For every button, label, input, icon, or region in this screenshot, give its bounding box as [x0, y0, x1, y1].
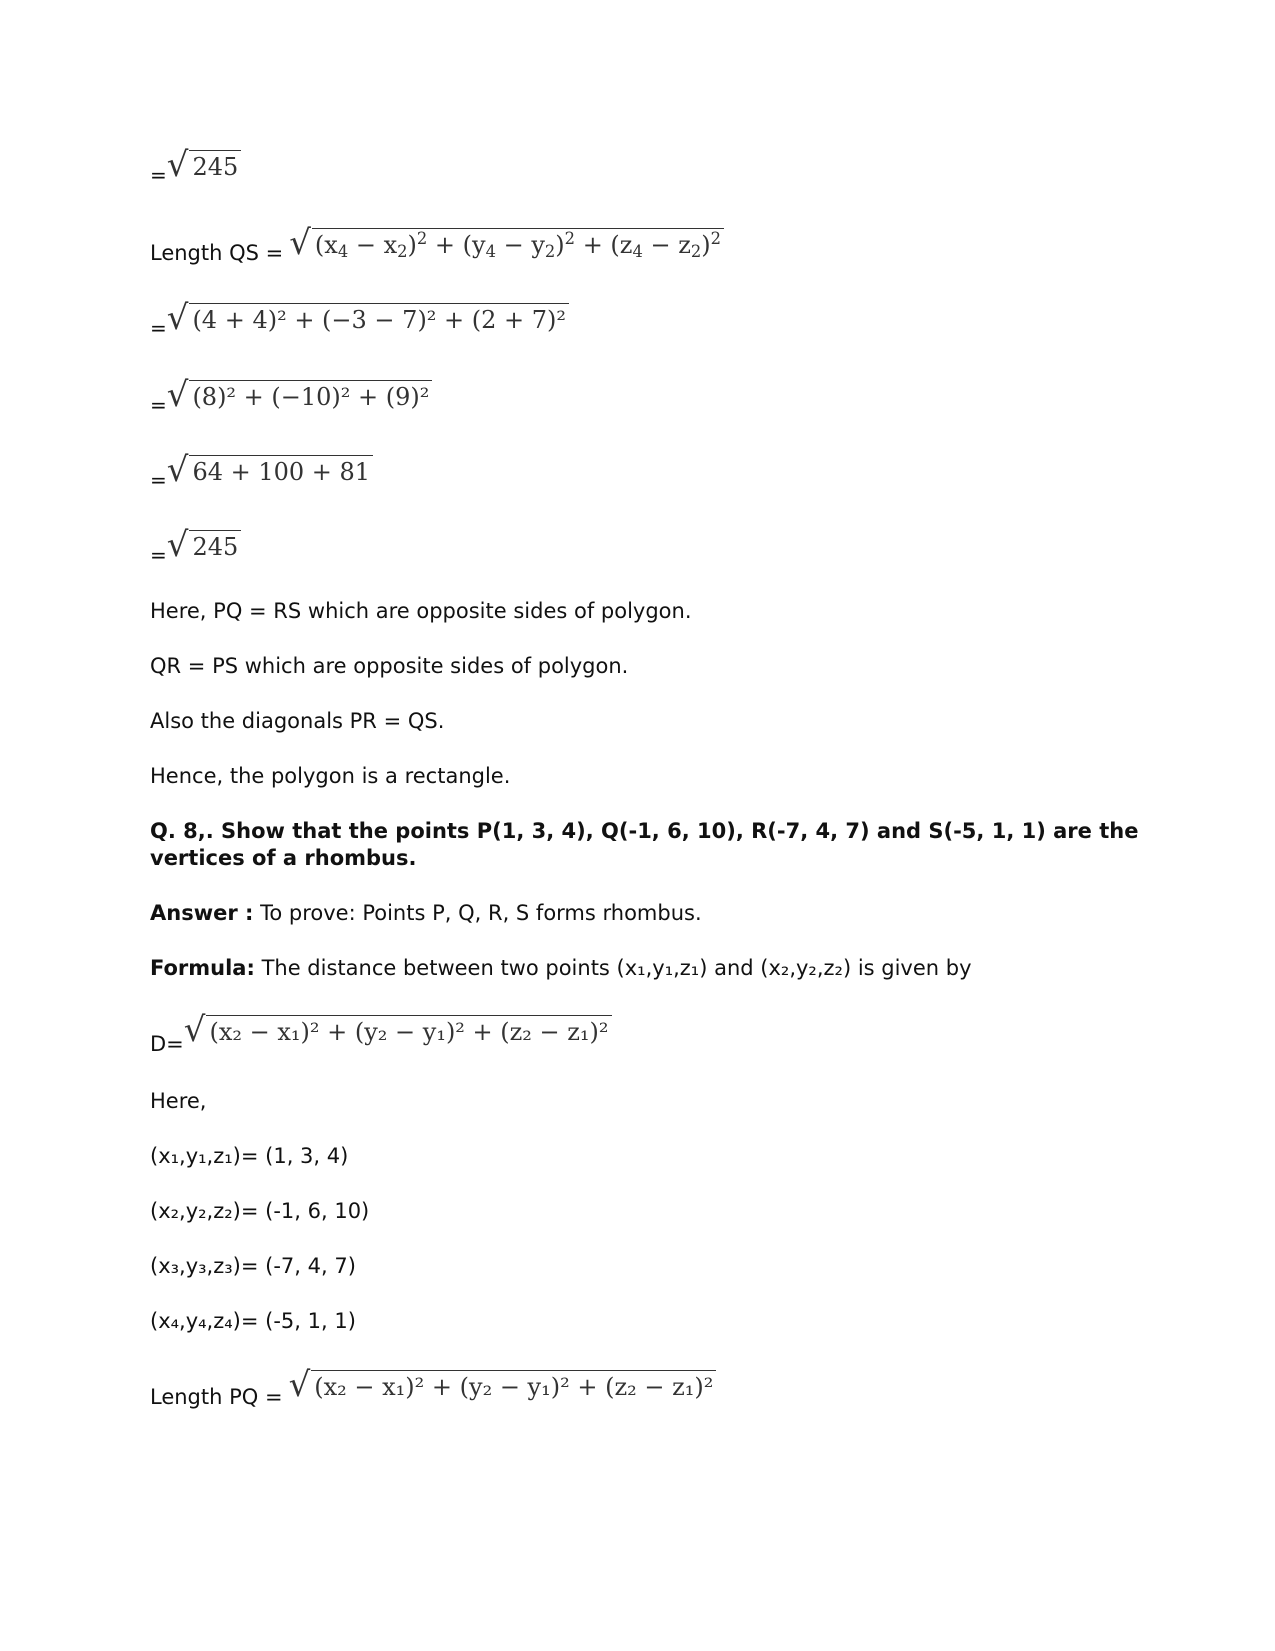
point-line: (x₃,y₃,z₃)= (-7, 4, 7) — [150, 1254, 356, 1278]
equals-sign: = — [150, 543, 167, 567]
equation-line — [150, 1010, 612, 1056]
radicand: (4 + 4)² + (−3 − 7)² + (2 + 7)² — [189, 303, 569, 334]
radicand: (x₂ − x₁)² + (y₂ − y₁)² + (z₂ − z₁)² — [311, 1370, 716, 1401]
formula-line — [150, 955, 972, 981]
equals-sign: = — [150, 316, 167, 340]
radicand: (8)² + (−10)² + (9)² — [189, 380, 432, 411]
radicand: 245 — [189, 530, 241, 561]
radical-sign: √ — [183, 1010, 206, 1050]
equation-line — [150, 298, 569, 340]
text-line: Here, PQ = RS which are opposite sides of polygon. — [150, 599, 692, 623]
length-label: Length QS = — [150, 241, 284, 265]
text-line: Also the diagonals PR = QS. — [150, 709, 445, 733]
equation-line — [150, 223, 724, 265]
formula-text: The distance between two points (x₁,y₁,z₁) and (x₂,y₂,z₂) is given by — [254, 956, 972, 980]
radicand: 64 + 100 + 81 — [189, 455, 373, 486]
radical-sign: √ — [166, 298, 189, 338]
point-line: (x₂,y₂,z₂)= (-1, 6, 10) — [150, 1199, 370, 1223]
radical-sign: √ — [288, 1365, 311, 1405]
question-heading-continued: vertices of a rhombus. — [150, 846, 417, 870]
text-line: Here, — [150, 1089, 207, 1113]
text-line: QR = PS which are opposite sides of polygon. — [150, 654, 629, 678]
question-heading: Q. 8,. Show that the points P(1, 3, 4), Q(-1, 6, 10), R(-7, 4, 7) and S(-5, 1, 1) are the — [150, 819, 1139, 843]
formula-label: Formula: — [150, 956, 255, 980]
math-expression — [289, 223, 724, 263]
point-line: (x₁,y₁,z₁)= (1, 3, 4) — [150, 1144, 349, 1168]
radical-sign: √ — [166, 525, 189, 565]
equals-sign: = — [150, 393, 167, 417]
equals-sign: = — [150, 468, 167, 492]
math-expression — [183, 1010, 612, 1050]
math-expression — [166, 145, 241, 185]
radical-sign: √ — [289, 223, 311, 263]
length-label: Length PQ = — [150, 1385, 283, 1409]
equation-line — [150, 525, 241, 567]
radicand: $(x_4 - x_2)^2 + (y_4 - y_2)^2 + (z_4 - z_2)^2$ — [312, 228, 724, 259]
equation-line — [150, 1365, 716, 1409]
equals-sign: = — [150, 163, 167, 187]
radicand: (x₂ − x₁)² + (y₂ − y₁)² + (z₂ − z₁)² — [206, 1015, 611, 1046]
math-expression — [166, 298, 569, 338]
math-expression — [166, 450, 373, 490]
point-line: (x₄,y₄,z₄)= (-5, 1, 1) — [150, 1309, 356, 1333]
radicand: 245 — [189, 150, 241, 181]
equation-line — [150, 450, 373, 492]
answer-label: Answer : — [150, 901, 254, 925]
radical-sign: √ — [166, 145, 189, 185]
math-expression — [166, 525, 241, 565]
equation-line — [150, 375, 432, 417]
math-expression — [288, 1365, 717, 1405]
equation-line — [150, 145, 241, 187]
distance-label: D= — [150, 1032, 184, 1056]
text-line: Hence, the polygon is a rectangle. — [150, 764, 511, 788]
radical-sign: √ — [166, 375, 189, 415]
radical-sign: √ — [166, 450, 189, 490]
math-expression — [166, 375, 433, 415]
answer-line — [150, 900, 702, 926]
answer-text: To prove: Points P, Q, R, S forms rhombus. — [253, 901, 702, 925]
